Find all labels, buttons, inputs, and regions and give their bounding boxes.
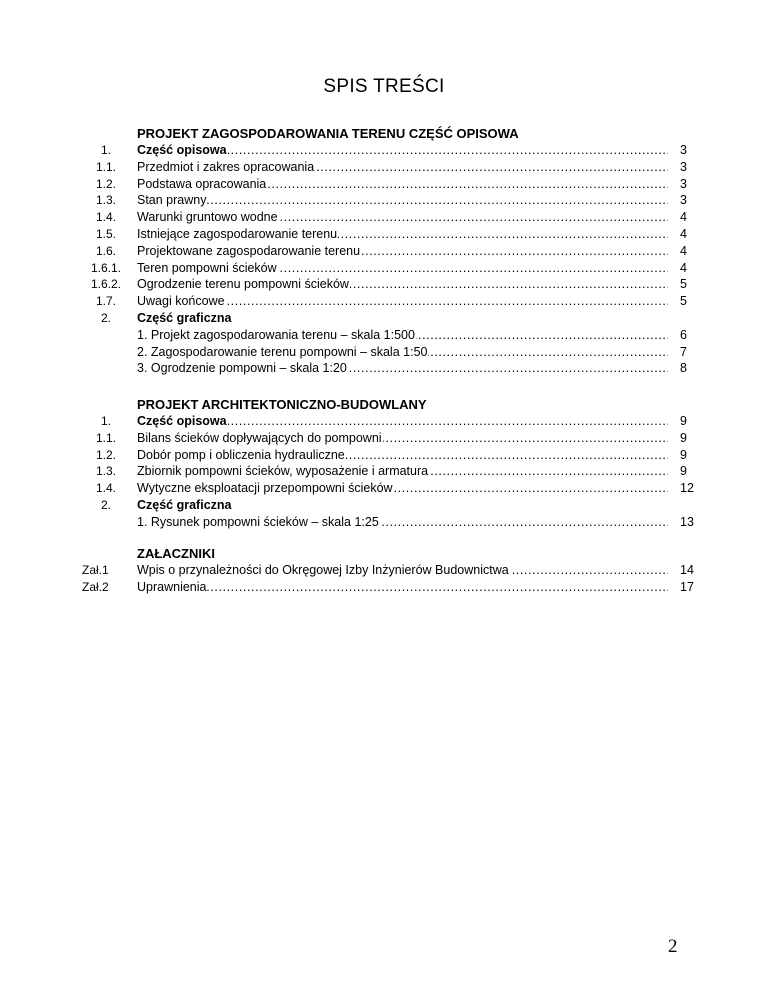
entry-leader — [137, 159, 668, 176]
toc-entry[interactable] — [0, 226, 768, 243]
toc-entry[interactable] — [0, 413, 768, 430]
entry-leader — [137, 293, 668, 310]
toc-entry[interactable] — [0, 562, 768, 579]
toc-entry[interactable] — [0, 463, 768, 480]
section-heading: PROJEKT ARCHITEKTONICZNO-BUDOWLANY — [137, 397, 427, 412]
entry-page: 13 — [680, 514, 694, 529]
entry-number: 1.3. — [95, 464, 116, 479]
entry-title: Uprawnienia — [137, 579, 207, 594]
entry-page: 4 — [680, 210, 687, 225]
toc-entry[interactable] — [0, 344, 768, 361]
entry-leader — [137, 360, 668, 377]
entry-title: Uwagi końcowe — [137, 294, 225, 309]
entry-page: 4 — [680, 260, 687, 275]
toc-entry[interactable] — [0, 579, 768, 596]
entry-leader — [137, 447, 668, 464]
entry-title: Część opisowa — [137, 143, 227, 157]
toc-entry[interactable] — [0, 260, 768, 277]
entry-title: 1. Projekt zagospodarowania terenu – skala 1:500 — [137, 327, 415, 342]
entry-number: 1.5. — [95, 227, 116, 241]
entry-number: 2. — [100, 498, 111, 512]
entry-title: Projektowane zagospodarowanie terenu — [137, 243, 361, 258]
entry-page: 9 — [680, 447, 687, 462]
entry-number: Zał.1 — [82, 563, 109, 577]
toc-entry[interactable] — [0, 514, 768, 531]
entry-leader — [137, 480, 668, 497]
entry-title: Warunki gruntowo wodne — [137, 210, 278, 225]
entry-leader — [137, 579, 668, 596]
entry-title: Dobór pomp i obliczenia hydrauliczne — [137, 447, 345, 462]
entry-title: 3. Ogrodzenie pompowni – skala 1:20 — [137, 361, 347, 376]
entry-number: 1.2. — [95, 176, 116, 191]
entry-leader — [137, 413, 668, 430]
entry-title: Wytyczne eksploatacji przepompowni ścieków — [137, 481, 393, 496]
entry-title: 1. Rysunek pompowni ścieków – skala 1:25 — [137, 514, 379, 529]
entry-title: Część graficzna — [137, 498, 232, 512]
entry-leader — [137, 310, 668, 327]
entry-number: 1. — [100, 143, 111, 157]
entry-page: 9 — [680, 430, 687, 445]
entry-title: Część graficzna — [137, 311, 232, 325]
entry-number: 2. — [100, 311, 111, 325]
toc-entry[interactable] — [0, 430, 768, 447]
entry-title: Część opisowa — [137, 414, 227, 428]
entry-number: 1.1. — [95, 159, 116, 174]
toc-entry[interactable] — [0, 176, 768, 193]
entry-leader — [137, 192, 668, 209]
entry-page: 5 — [680, 277, 687, 292]
entry-number: 1.6.1. — [90, 260, 122, 275]
entry-title: Wpis o przynależności do Okręgowej Izby Inżynierów Budownictwa — [137, 563, 509, 577]
toc-entry[interactable] — [0, 293, 768, 310]
entry-title: Istniejące zagospodarowanie terenu — [137, 227, 338, 241]
entry-leader — [137, 276, 668, 293]
entry-title: Przedmiot i zakres opracowania — [137, 159, 315, 174]
toc-entry[interactable] — [0, 480, 768, 497]
entry-leader — [137, 142, 668, 159]
entry-leader — [137, 430, 668, 447]
entry-number: 1.4. — [95, 210, 116, 225]
toc-entry[interactable] — [0, 447, 768, 464]
toc-entry[interactable] — [0, 497, 768, 514]
entry-leader — [137, 243, 668, 260]
toc-entry[interactable] — [0, 276, 768, 293]
entry-page: 12 — [680, 481, 694, 496]
entry-number: 1. — [100, 414, 111, 428]
page-number: 2 — [668, 936, 678, 957]
section-heading: ZAŁACZNIKI — [137, 546, 215, 561]
entry-leader — [137, 260, 668, 277]
entry-leader — [137, 209, 668, 226]
entry-title: Bilans ścieków dopływających do pompowni — [137, 430, 382, 445]
entry-leader — [137, 327, 668, 344]
entry-title: Teren pompowni ścieków — [137, 260, 277, 275]
entry-page: 8 — [680, 361, 687, 376]
section-heading: PROJEKT ZAGOSPODAROWANIA TERENU CZĘŚĆ OPISOWA — [137, 126, 519, 141]
entry-number: Zał.2 — [82, 579, 109, 594]
entry-number: 1.6.2. — [90, 277, 122, 292]
entry-leader — [137, 344, 668, 361]
entry-number: 1.1. — [95, 430, 116, 445]
entry-page: 9 — [680, 464, 687, 479]
entry-page: 14 — [680, 563, 694, 577]
entry-page: 9 — [680, 414, 687, 428]
entry-title: Podstawa opracowania — [137, 176, 267, 191]
entry-title: Zbiornik pompowni ścieków, wyposażenie i armatura — [137, 464, 429, 479]
entry-page: 6 — [680, 327, 687, 342]
toc-entry[interactable] — [0, 310, 768, 327]
entry-leader — [137, 176, 668, 193]
entry-leader — [137, 514, 668, 531]
entry-page: 3 — [680, 176, 687, 191]
entry-leader — [137, 226, 668, 243]
entry-title: Ogrodzenie terenu pompowni ścieków — [137, 277, 349, 292]
toc-entry[interactable] — [0, 192, 768, 209]
toc-entry[interactable] — [0, 159, 768, 176]
entry-page: 3 — [680, 143, 687, 157]
toc-entry[interactable] — [0, 327, 768, 344]
toc-entry[interactable] — [0, 360, 768, 377]
entry-page: 3 — [680, 193, 687, 208]
toc-entry[interactable] — [0, 243, 768, 260]
entry-leader — [137, 562, 668, 579]
entry-title: Stan prawny — [137, 193, 207, 208]
entry-number: 1.7. — [95, 294, 116, 309]
entry-page: 4 — [680, 243, 687, 258]
page-title: SPIS TREŚCI — [323, 76, 445, 97]
entry-page: 4 — [680, 227, 687, 241]
entry-leader — [137, 497, 668, 514]
entry-page: 5 — [680, 294, 687, 309]
entry-leader — [137, 463, 668, 480]
entry-number: 1.3. — [95, 193, 116, 208]
entry-page: 17 — [680, 579, 694, 594]
toc-entry[interactable] — [0, 209, 768, 226]
toc-entry[interactable] — [0, 142, 768, 159]
entry-page: 3 — [680, 159, 687, 174]
entry-number: 1.4. — [95, 481, 116, 496]
entry-number: 1.2. — [95, 447, 116, 462]
entry-title: 2. Zagospodarowanie terenu pompowni – skala 1:50 — [137, 344, 428, 359]
entry-number: 1.6. — [95, 243, 116, 258]
entry-page: 7 — [680, 344, 687, 359]
